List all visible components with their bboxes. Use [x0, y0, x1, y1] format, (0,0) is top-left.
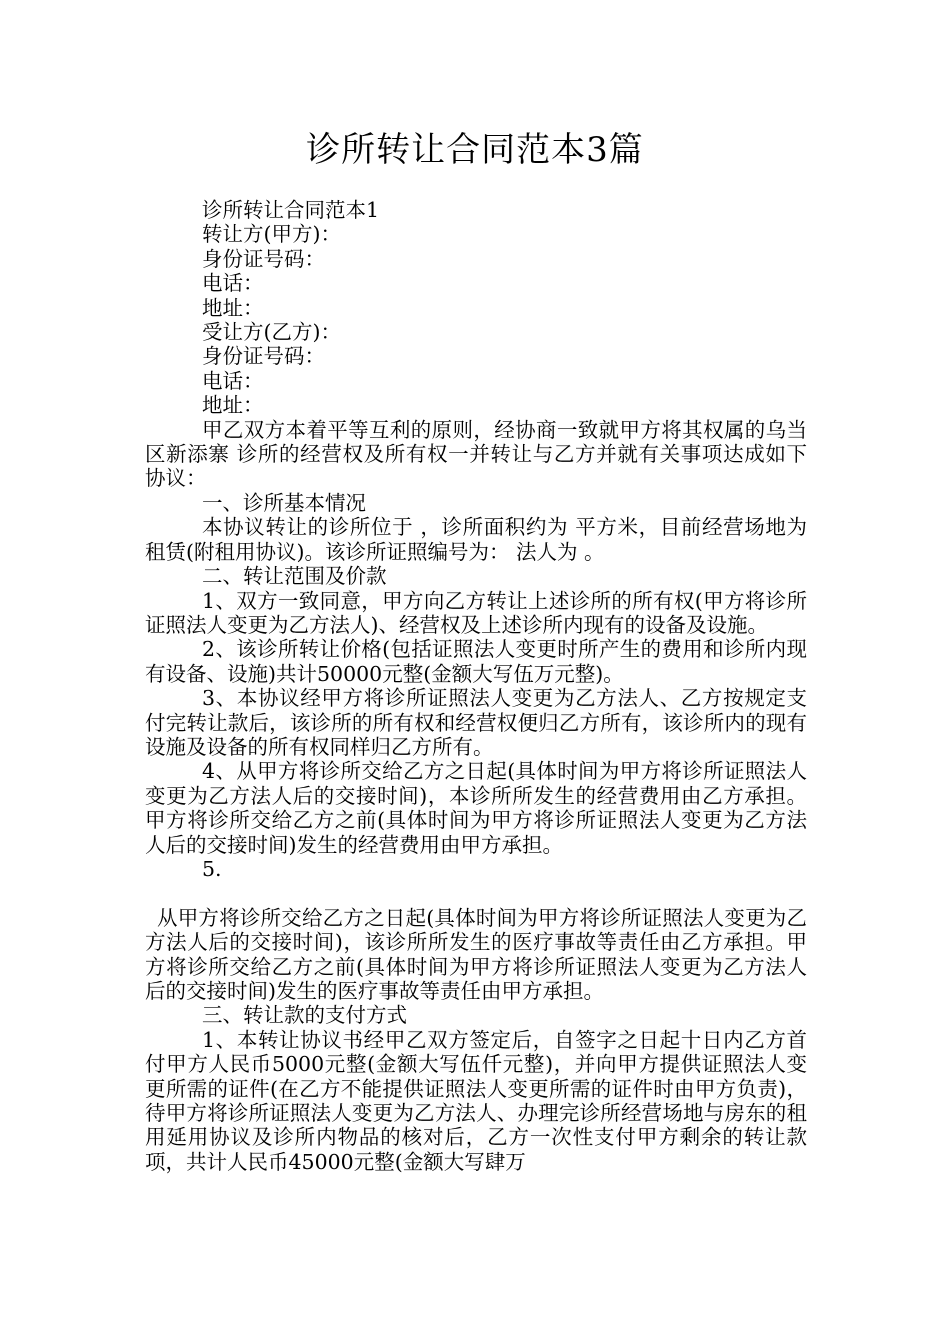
section-heading-2: 二、转让范围及价款	[202, 564, 387, 589]
document-body	[145, 198, 807, 1174]
section-heading-3: 三、转让款的支付方式	[202, 1003, 407, 1028]
clause-2-2: 2、该诊所转让价格(包括证照法人变更时所产生的费用和诊所内现有设备、设施)共计50000元整(金额大写伍万元整)。	[145, 637, 807, 686]
field-transferor-phone: 电话：	[202, 271, 264, 296]
paragraph-preamble: 甲乙双方本着平等互利的原则，经协商一致就甲方将其权属的乌当区新添寨 诊所的经营权及所有权一并转让与乙方并就有关事项达成如下协议：	[145, 417, 807, 491]
clause-2-3: 3、本协议经甲方将诊所证照法人变更为乙方法人、乙方按规定支付完转让款后，该诊所的所有权和经营权便归乙方所有，该诊所内的现有设施及设备的所有权同样归乙方所有。	[145, 686, 807, 759]
clause-2-4: 4、从甲方将诊所交给乙方之日起(具体时间为甲方将诊所证照法人变更为乙方法人后的交接时间)，本诊所所发生的经营费用由乙方承担。甲方将诊所交给乙方之前(具体时间为甲方将诊所证照法人变更为乙方法人后的交接时间)发生的经营费用由甲方承担。	[145, 759, 807, 857]
clause-2-5-text: 从甲方将诊所交给乙方之日起(具体时间为甲方将诊所证照法人变更为乙方法人后的交接时间)，该诊所所发生的医疗事故等责任由乙方承担。甲方将诊所交给乙方之前(具体时间为甲方将诊所证照法人变更为乙方法人后的交接时间)发生的医疗事故等责任由甲方承担。	[145, 905, 807, 1003]
clause-2-1: 1、双方一致同意，甲方向乙方转让上述诊所的所有权(甲方将诊所证照法人变更为乙方法人)、经营权及上述诊所内现有的设备及设施。	[145, 588, 807, 637]
paragraph-clinic-info: 本协议转让的诊所位于 ，诊所面积约为 平方米，目前经营场地为租赁(附租用协议)。该诊所证照编号为： 法人为 。	[145, 515, 807, 564]
field-transferor-address: 地址：	[202, 295, 264, 320]
field-transferee-id: 身份证号码：	[202, 344, 325, 369]
field-transferor: 转让方(甲方)：	[202, 222, 341, 247]
field-transferee-phone: 电话：	[202, 368, 264, 393]
clause-3-1: 1、本转让协议书经甲乙双方签定后，自签字之日起十日内乙方首付甲方人民币5000元整(金额大写伍仟元整)，并向甲方提供证照法人变更所需的证件(在乙方不能提供证照法人变更所需的证件时由甲方负责)，待甲方将诊所证照法人变更为乙方法人、办理完诊所经营场地与房东的租用延用协议及诊所内物品的核对后，乙方一次性支付甲方剩余的转让款项，共计人民币45000元整(金额大写肆万	[145, 1027, 807, 1174]
field-transferee: 受让方(乙方)：	[202, 320, 341, 345]
document-title: 诊所转让合同范本3篇	[306, 130, 644, 170]
section-heading-1: 一、诊所基本情况	[202, 490, 366, 515]
paragraph-subtitle: 诊所转让合同范本1	[202, 198, 380, 222]
field-transferee-address: 地址：	[202, 393, 264, 418]
field-transferor-id: 身份证号码：	[202, 246, 325, 271]
clause-2-5-number: 5.	[202, 856, 222, 881]
